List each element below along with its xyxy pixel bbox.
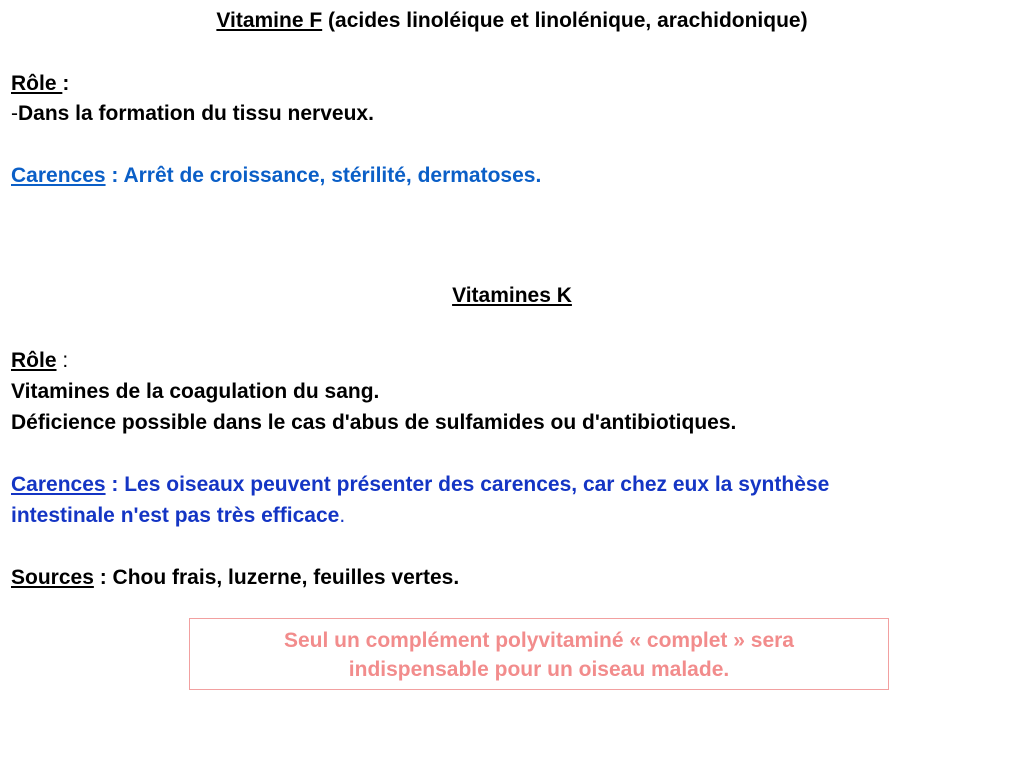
vitamin-k-carences-label: Carences [11, 473, 106, 496]
vitamin-k-carences-line2 [11, 503, 345, 529]
vitamin-k-role-heading [11, 348, 68, 374]
vitamin-f-title: Vitamine F [216, 9, 323, 32]
vitamin-k-role-line2: Déficience possible dans le cas d'abus de sulfamides ou d'antibiotiques. [11, 411, 737, 434]
vitamin-f-role-heading [11, 71, 69, 97]
multivitamin-note-line2: indispensable pour un oiseau malade. [348, 658, 730, 681]
vitamin-f-role-description: Dans la formation du tissu nerveux. [18, 102, 374, 125]
vitamin-f-heading [0, 8, 1024, 34]
vitamin-f-role-text [11, 101, 374, 127]
vitamin-f-subtitle: (acides linoléique et linolénique, arachidonique) [322, 9, 808, 32]
vitamin-k-sources-text: : Chou frais, luzerne, feuilles vertes. [93, 566, 460, 589]
vitamin-k-carences-text-2: intestinale n'est pas très efficace [11, 504, 340, 527]
vitamin-k-title: Vitamines K [452, 284, 572, 307]
vitamin-k-sources-label: Sources [11, 566, 94, 589]
vitamin-k-role-line1: Vitamines de la coagulation du sang. [11, 380, 380, 403]
vitamin-k-carences-period: . [339, 504, 346, 527]
vitamin-k-carences-text: : Les oiseaux peuvent présenter des carences, car chez eux la synthèse [105, 473, 830, 496]
vitamin-f-role-label: Rôle [11, 72, 63, 95]
vitamin-k-role-label: Rôle [11, 349, 57, 372]
vitamin-f-role-colon: : [62, 72, 70, 95]
vitamin-f-carences-text: : Arrêt de croissance, stérilité, dermatoses. [105, 164, 542, 187]
multivitamin-note-box [189, 618, 889, 690]
vitamin-k-carences-line1 [11, 472, 829, 498]
vitamin-f-role-dash: - [11, 102, 18, 125]
vitamin-k-heading [0, 283, 1024, 309]
vitamin-k-role-colon: : [56, 349, 69, 372]
vitamin-f-carences-label: Carences [11, 164, 106, 187]
vitamin-f-carences [11, 163, 541, 189]
multivitamin-note-line1: Seul un complément polyvitaminé « complet » sera [284, 629, 794, 652]
vitamin-k-sources [11, 565, 459, 591]
